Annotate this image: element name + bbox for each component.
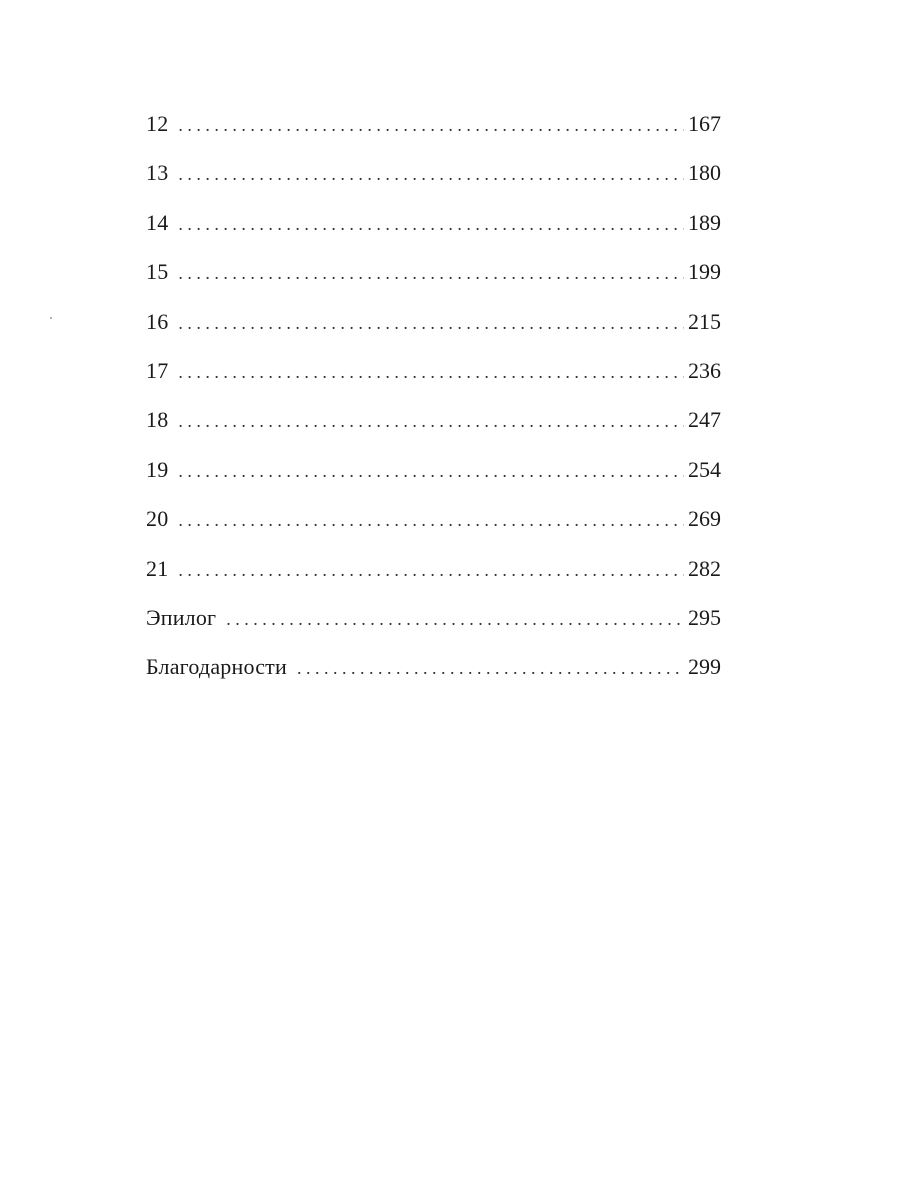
toc-entry-label: 16 <box>146 308 169 334</box>
toc-entry-label: 17 <box>146 357 169 383</box>
toc-entry <box>146 205 721 254</box>
toc-entry <box>146 106 721 155</box>
toc-entry <box>146 402 721 451</box>
toc-entry-label: 12 <box>146 111 169 136</box>
toc-entry-page: 247 <box>688 407 721 433</box>
dot-leader <box>297 650 684 686</box>
dot-leader <box>178 502 684 538</box>
toc-entry-page: 236 <box>688 357 721 383</box>
dot-leader <box>178 453 684 489</box>
toc-entry-page: 199 <box>688 259 721 285</box>
table-of-contents <box>146 106 721 699</box>
toc-entry-page: 299 <box>688 654 721 680</box>
toc-entry <box>146 254 721 303</box>
dot-leader <box>226 601 684 637</box>
dot-leader <box>178 552 684 588</box>
dot-leader <box>178 156 684 192</box>
toc-entry-page: 254 <box>688 456 721 482</box>
dot-leader <box>178 107 684 143</box>
toc-entry <box>146 353 721 402</box>
toc-entry-page: 180 <box>688 160 721 186</box>
toc-entry-label: 14 <box>146 209 169 235</box>
dot-leader <box>178 255 684 291</box>
toc-entry-label: 13 <box>146 160 169 186</box>
toc-entry-label: 20 <box>146 506 169 532</box>
dot-leader <box>178 206 684 242</box>
toc-entry-page: 189 <box>688 209 721 235</box>
toc-entry <box>146 304 721 353</box>
toc-entry <box>146 155 721 204</box>
toc-entry-label: 15 <box>146 259 169 285</box>
toc-entry <box>146 452 721 501</box>
toc-entry <box>146 501 721 550</box>
toc-entry <box>146 600 721 649</box>
toc-entry-page: 269 <box>688 506 721 532</box>
dot-leader <box>178 354 684 390</box>
toc-entry-label: 18 <box>146 407 169 433</box>
toc-entry-page: 282 <box>688 555 721 581</box>
scan-speck <box>50 317 52 319</box>
toc-entry-label: 21 <box>146 555 169 581</box>
toc-entry-page: 167 <box>688 111 721 136</box>
toc-entry-label: 19 <box>146 456 169 482</box>
toc-entry-label: Благодарности <box>146 654 287 680</box>
toc-entry <box>146 551 721 600</box>
toc-entry-page: 215 <box>688 308 721 334</box>
toc-entry <box>146 649 721 698</box>
toc-entry-label: Эпилог <box>146 604 217 630</box>
dot-leader <box>178 403 684 439</box>
toc-entry-page: 295 <box>688 604 721 630</box>
dot-leader <box>178 305 684 341</box>
